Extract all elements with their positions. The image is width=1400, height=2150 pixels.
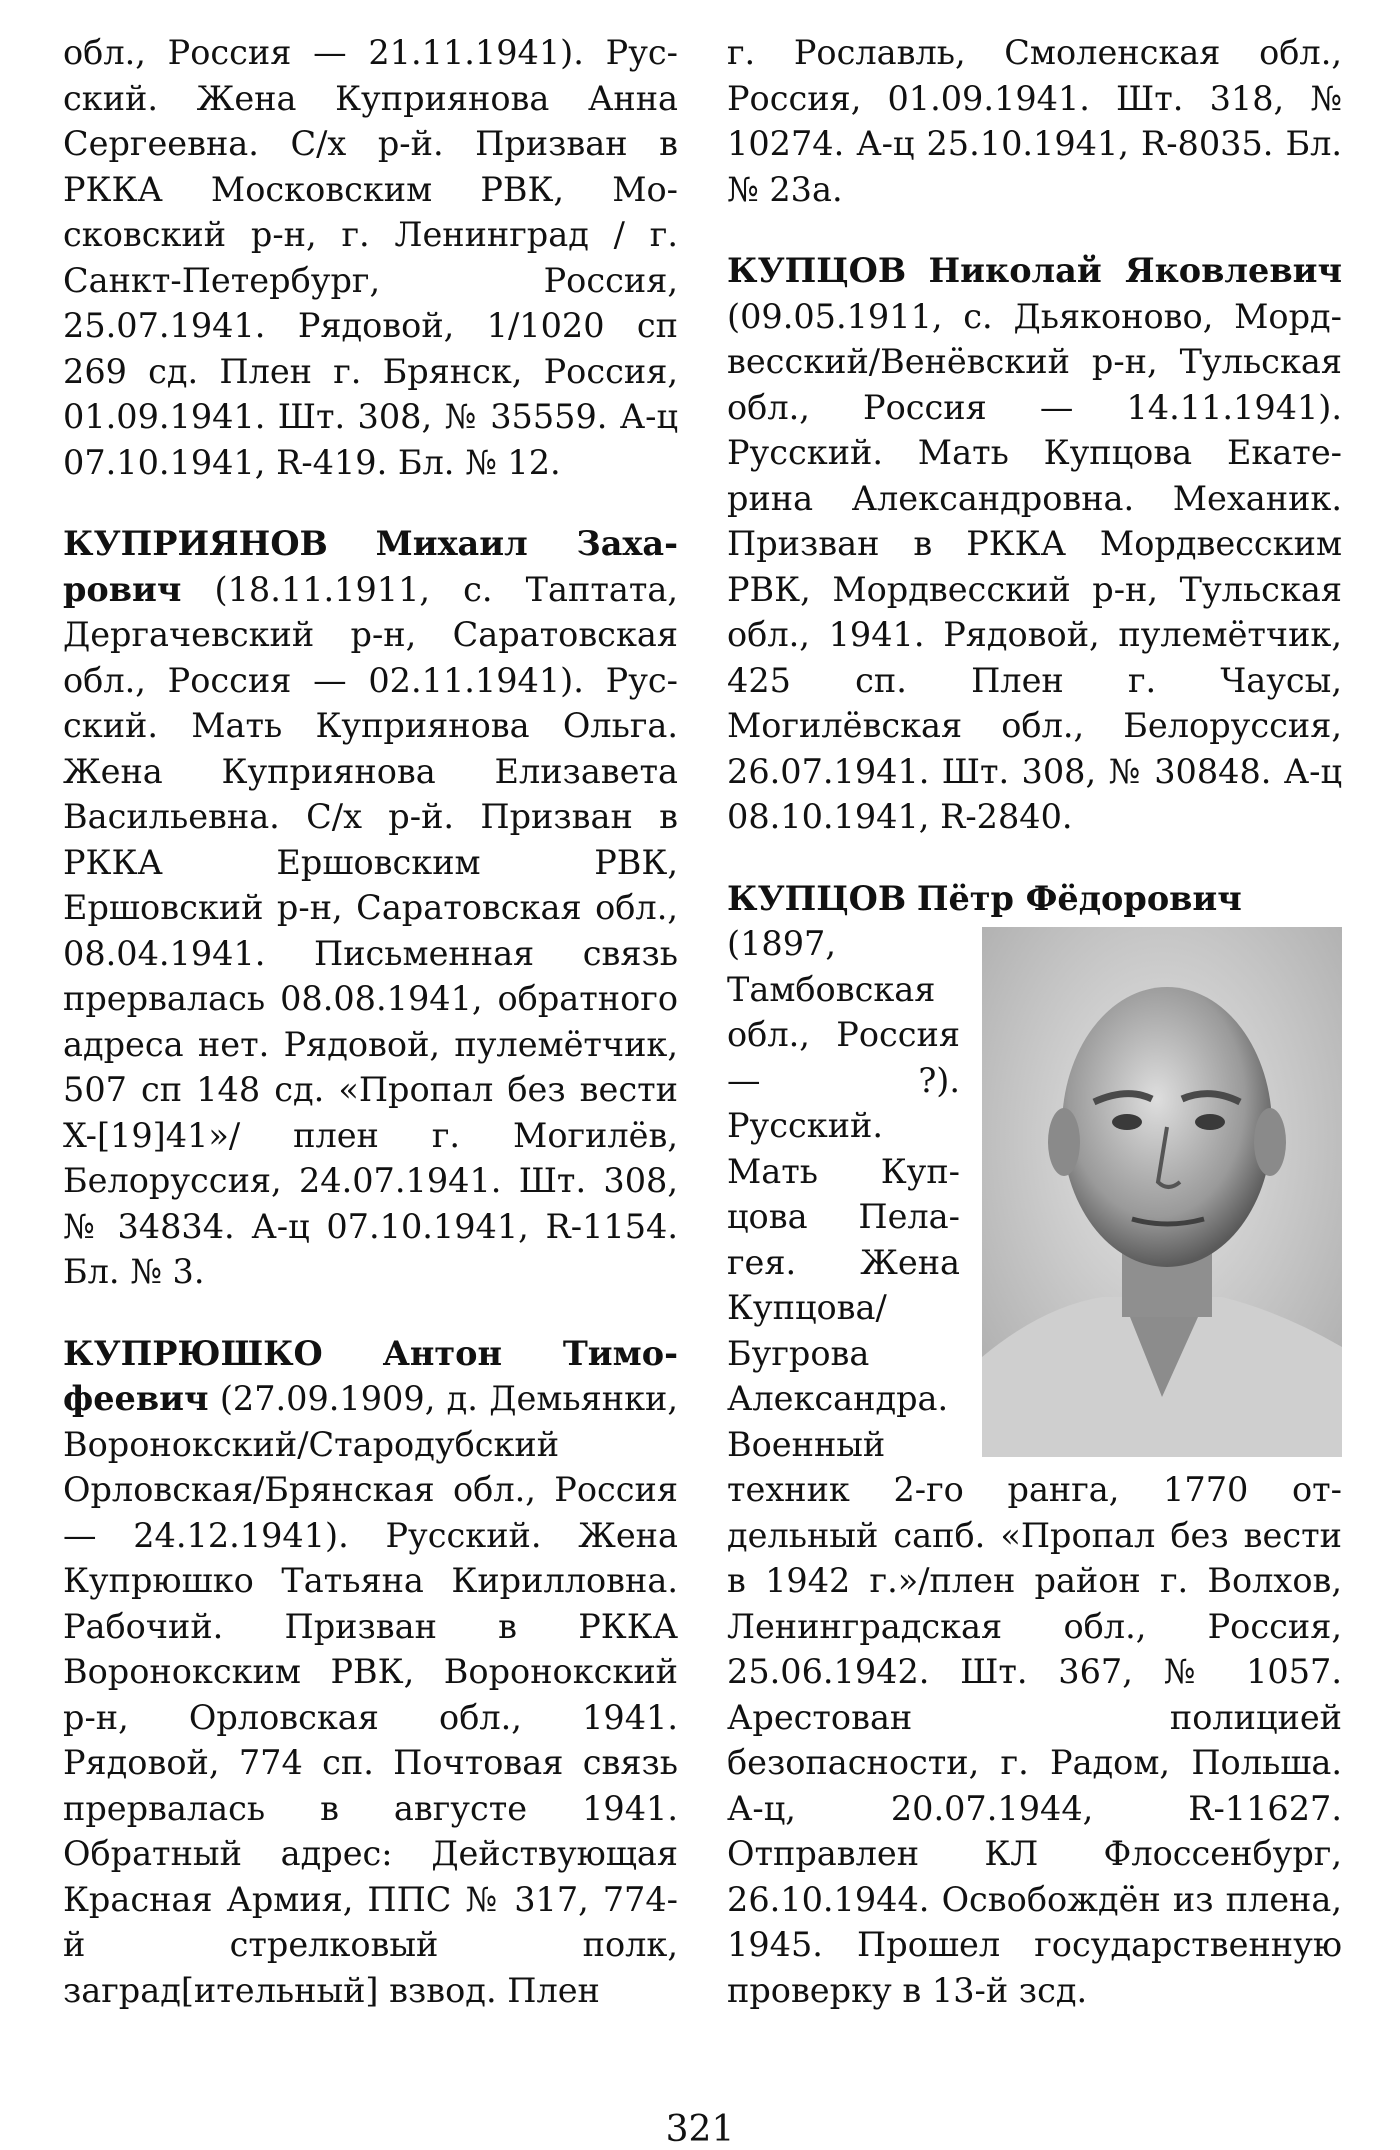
entry-text: (18.11.1911, с. Таптата, Дергачевский р-н, Саратовская обл., Россия — 02.11.1941). Русский. Мать Куприянова Ольга. Жена Куприянова Елизавета Васильевна. С/х р-й. Призван в РККА Ершовским РВК, Ершовский р-н, Саратовская обл., 08.04.1941. Письменная связь прервалась 08.08.1941, обратного адреса нет. Рядовой, пулемётчик, 507 сп 148 сд. «Пропал без вести X-[19]41»/ плен г. Могилёв, Белоруссия, 24.07.1941. Шт. 308, № 34834. А-ц 07.10.1941, R-1154. Бл. № 3. [63,569,678,1291]
entry-given-names: Николай Яковлевич [928,251,1342,290]
entry-surname: КУПЦОВ [727,878,907,918]
entry-text: (27.09.1909, д. Демьянки, Воронокский/Стародубский Орловская/Брянская обл., Россия — 24.12.1941). Русский. Жена Купрюшко Татьяна Кирилловна. Рабочий. Призван в РККА Воронокским РВК, Воронокский р-н, Орловская обл., 1941. Рядовой, 774 сп. Почтовая связь прервалась в августе 1941. Обратный адрес: Действующая Красная Армия, ППС № 317, 774-й стрелковый полк, заград[ительный] взвод. Плен [63,1379,678,2010]
entry-given-names: Пётр Фёдорович [916,878,1242,918]
entry-kuptsov-petr [727,876,1342,2014]
page-number: 321 [665,2109,735,2150]
left-column [63,30,678,2049]
portrait-photo-image [982,927,1342,1457]
right-column [727,30,1342,2049]
entry-continuation [63,30,678,485]
entry-kupryushko-anton [63,1331,678,2014]
entry-text: обл., Россия — 21.11.1941). Русский. Жена Куприянова Анна Сергеевна. С/х р-й. Призван в РККА Московским РВК, Московский р-н, г. Ленинград / г. Санкт-Петербург, Россия, 25.07.1941. Рядовой, 1/1020 сп 269 сд. Плен г. Брянск, Россия, 01.09.1941. Шт. 308, № 35559. А-ц 07.10.1941, R-419. Бл. № 12. [63,33,678,482]
entry-text: (09.05.1911, с. Дьяконово, Мордвесский/Венёвский р-н, Тульская обл., Россия — 14.11.1941). Русский. Мать Купцова Екатерина Александровна. Механик. Призван в РККА Мордвесским РВК, Мордвесский р-н, Тульская обл., 1941. Рядовой, пулемётчик, 425 сп. Плен г. Чаусы, Могилёвская обл., Белоруссия, 26.07.1941. Шт. 308, № 30848. А-ц 08.10.1941, R-2840. [727,296,1342,836]
portrait-photo [982,927,1342,1457]
entry-surname: КУПРИЯНОВ [63,524,328,563]
entry-kuptsov-nikolai [727,248,1342,840]
entry-continuation [727,30,1342,212]
entry-text: г. Рославль, Смоленская обл., Россия, 01.09.1941. Шт. 318, № 10274. А-ц 25.10.1941, R-8035. Бл. № 23а. [727,33,1342,209]
entry-surname: КУПЦОВ [727,251,907,290]
entry-text: (1897, Тамбовская обл., Россия — ?). Русский. Мать Купцова Пелагея. Жена Купцова/ Бугрова Александра. Военный техник 2-го ранга, 1770 отдельный сапб. «Пропал без вести в 1942 г.»/плен район г. Волхов, Ленинградская обл., Россия, 25.06.1942. Шт. 367, № 1057. Арестован полицией безопасности, г. Радом, Польша. А-ц, 20.07.1944, R-11627. Отправлен КЛ Флоссенбург, 26.10.1944. Освобождён из плена, 1945. Прошел государственную проверку в 13-й зсд. [727,924,1342,2010]
entry-kupriyanov-mikhail [63,521,678,1295]
entry-given-names: Михаил Захарович [63,524,678,609]
entry-surname: КУПРЮШКО [63,1333,323,1373]
entry-given-names: Антон Тимофеевич [63,1333,678,1418]
